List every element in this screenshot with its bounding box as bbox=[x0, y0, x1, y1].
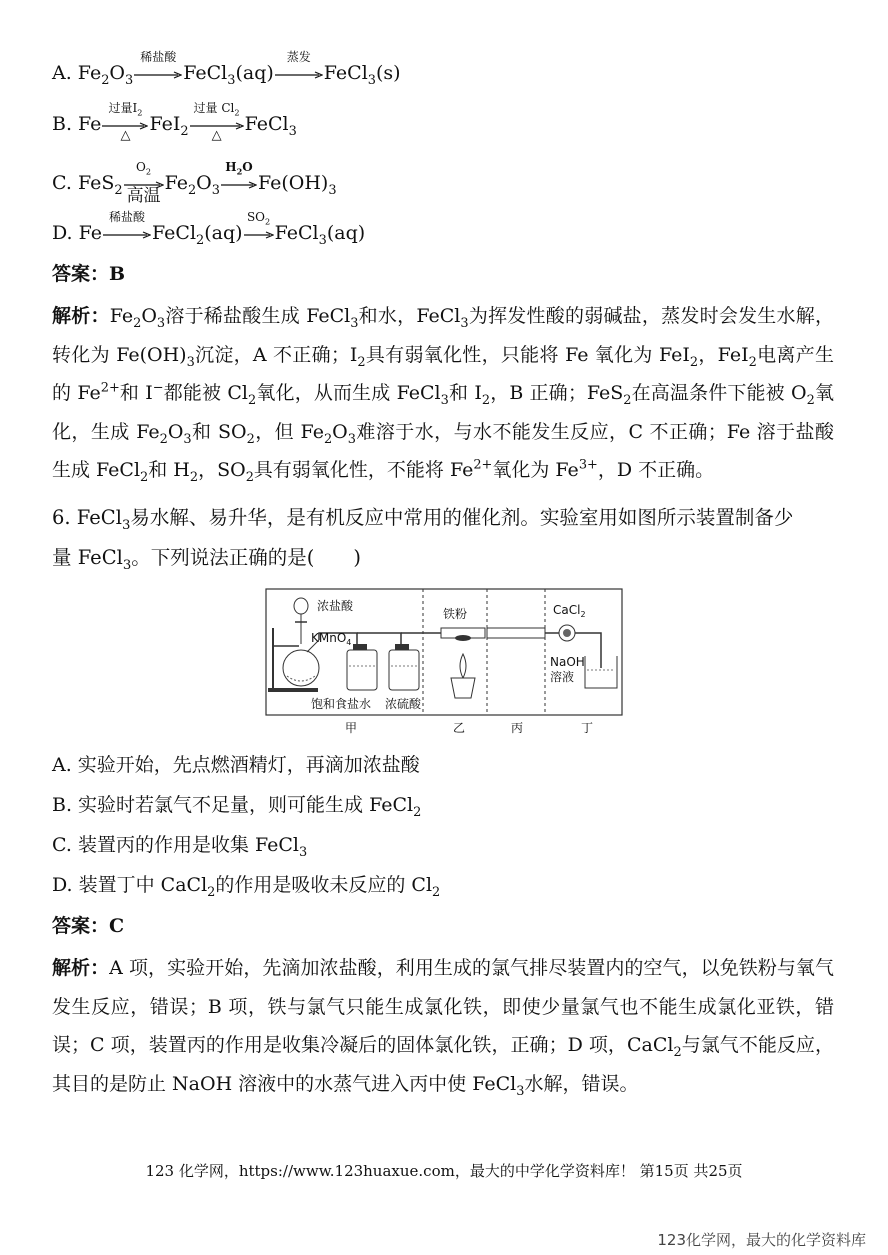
collection-tube bbox=[487, 628, 545, 638]
bottle-1-stopper bbox=[353, 644, 367, 650]
page-footer: 123 化学网，https://www.123huaxue.com，最大的中学化学资料库！ 第15页 共25页 bbox=[145, 1162, 743, 1180]
q5-analysis: 解析：$Fe_2O_3$溶于稀盐酸生成 FeCl$_3$和水，FeCl$_3$为挥发性酸的弱碱盐，蒸发时会发生水解，转化为 $Fe(OH)_3$沉淀，A 不正确；$I_2$具有弱氧化性，只能将 Fe 氧化为 FeI$_2$，FeI$_2$电离产生的 $Fe^{2+}$和 I−都能被 $Cl_2$氧化，从而生成 FeCl$_3$和 $I_2$，B 正确；FeS$_2$在高温条件下能被 $O_2$氧化，生成 $Fe_2O_3$和 $SO_2$，但 $Fe_2O_3$难溶于水，与水不能发生反应，C 不正确；Fe 溶于盐酸生成 FeCl$_2$和 $H_2$，$SO_2$具有弱氧化性，不能将 $Fe^{2+}$氧化为 $Fe^{3+}$，D 不正确。 bbox=[52, 305, 834, 485]
label-ding: 丁 bbox=[581, 721, 594, 735]
label-iron-powder: 铁粉 bbox=[443, 607, 468, 621]
alcohol-lamp bbox=[451, 678, 475, 698]
watermark: 123化学网，最大的化学资料库 bbox=[657, 1231, 866, 1249]
reaction-arrow: 稀盐酸 bbox=[134, 64, 182, 84]
q6-option-d: D. 装置丁中 CaCl$_2$的作用是吸收未反应的 $Cl_2$ bbox=[52, 874, 441, 900]
label-kmno4: KMnO$_4$ bbox=[311, 631, 352, 647]
reaction-arrow: $SO_2$ bbox=[244, 224, 274, 244]
lamp-flame bbox=[460, 654, 466, 678]
q5-option-a: A. $Fe_2O_3$ 稀盐酸 FeCl$_3$(aq) 蒸发 FeCl$_3$(s) bbox=[52, 50, 401, 88]
q6-analysis: 解析：A 项，实验开始，先滴加浓盐酸，利用生成的氯气排尽装置内的空气，以免铁粉与氧气发生反应，错误；B 项，铁与氯气只能生成氯化铁，即使少量氯气也不能生成氯化亚铁，错误；C 项，装置丙的作用是收集冷凝后的固体氯化铁，正确；D 项，CaCl$_2$与氯气不能反应，其目的是防止 NaOH 溶液中的水蒸气进入丙中使 FeCl$_3$水解，错误。 bbox=[52, 957, 834, 1099]
q5-option-c: C. FeS$_2$ $O_2$ 高温 $Fe_2O_3$ $H_2O$ $Fe(OH)_3$ bbox=[52, 160, 337, 206]
reaction-arrow: 过量 $Cl_2$ △ bbox=[190, 115, 244, 135]
label-jia: 甲 bbox=[345, 721, 358, 735]
q5-answer: 答案：B bbox=[52, 263, 126, 285]
label-solution: 溶液 bbox=[550, 670, 575, 684]
cacl2-granules bbox=[563, 629, 571, 637]
reaction-arrow: 过量$I_2$ △ bbox=[102, 115, 148, 135]
q6-stem-line2: 量 FeCl$_3$。下列说法正确的是( ) bbox=[52, 546, 362, 573]
label-yi: 乙 bbox=[453, 721, 466, 735]
q6-option-a: A. 实验开始，先点燃酒精灯，再滴加浓盐酸 bbox=[52, 754, 420, 776]
reaction-arrow: $O_2$ 高温 bbox=[126, 160, 161, 206]
q6-stem-line1: 6. FeCl$_3$易水解、易升华，是有机反应中常用的催化剂。实验室用如图所示装置制备少 bbox=[52, 506, 794, 533]
flask bbox=[283, 650, 319, 686]
funnel-bulb bbox=[294, 598, 308, 614]
label-conc-sulfuric-acid: 浓硫酸 bbox=[385, 697, 422, 711]
label-naoh: NaOH bbox=[550, 655, 585, 669]
iron-powder bbox=[455, 635, 471, 641]
stand-base bbox=[268, 688, 318, 692]
reaction-arrow: 蒸发 bbox=[275, 64, 323, 84]
apparatus-figure bbox=[265, 588, 623, 738]
label-cacl2: CaCl$_2$ bbox=[553, 603, 586, 619]
label-bing: 丙 bbox=[511, 721, 524, 735]
bottle-2-stopper bbox=[395, 644, 409, 650]
bottle-sulfuric-acid bbox=[389, 650, 419, 690]
label-saturated-salt-water: 饱和食盐水 bbox=[311, 697, 372, 711]
q5-option-d: D. Fe 稀盐酸 FeCl$_2$(aq) $SO_2$ FeCl$_3$(aq) bbox=[52, 210, 366, 248]
reaction-arrow: 稀盐酸 bbox=[103, 224, 151, 244]
reaction-arrow: $H_2O$ bbox=[221, 174, 257, 194]
q5-option-b: B. Fe 过量$I_2$ △ FeI$_2$ 过量 $Cl_2$ △ FeCl$_3$ bbox=[52, 101, 297, 143]
q6-option-c: C. 装置丙的作用是收集 FeCl$_3$ bbox=[52, 834, 308, 860]
label-conc-hcl: 浓盐酸 bbox=[317, 599, 354, 613]
bottle-salt-water bbox=[347, 650, 377, 690]
q6-answer: 答案：C bbox=[52, 915, 125, 937]
q6-option-b: B. 实验时若氯气不足量，则可能生成 FeCl$_2$ bbox=[52, 794, 422, 820]
